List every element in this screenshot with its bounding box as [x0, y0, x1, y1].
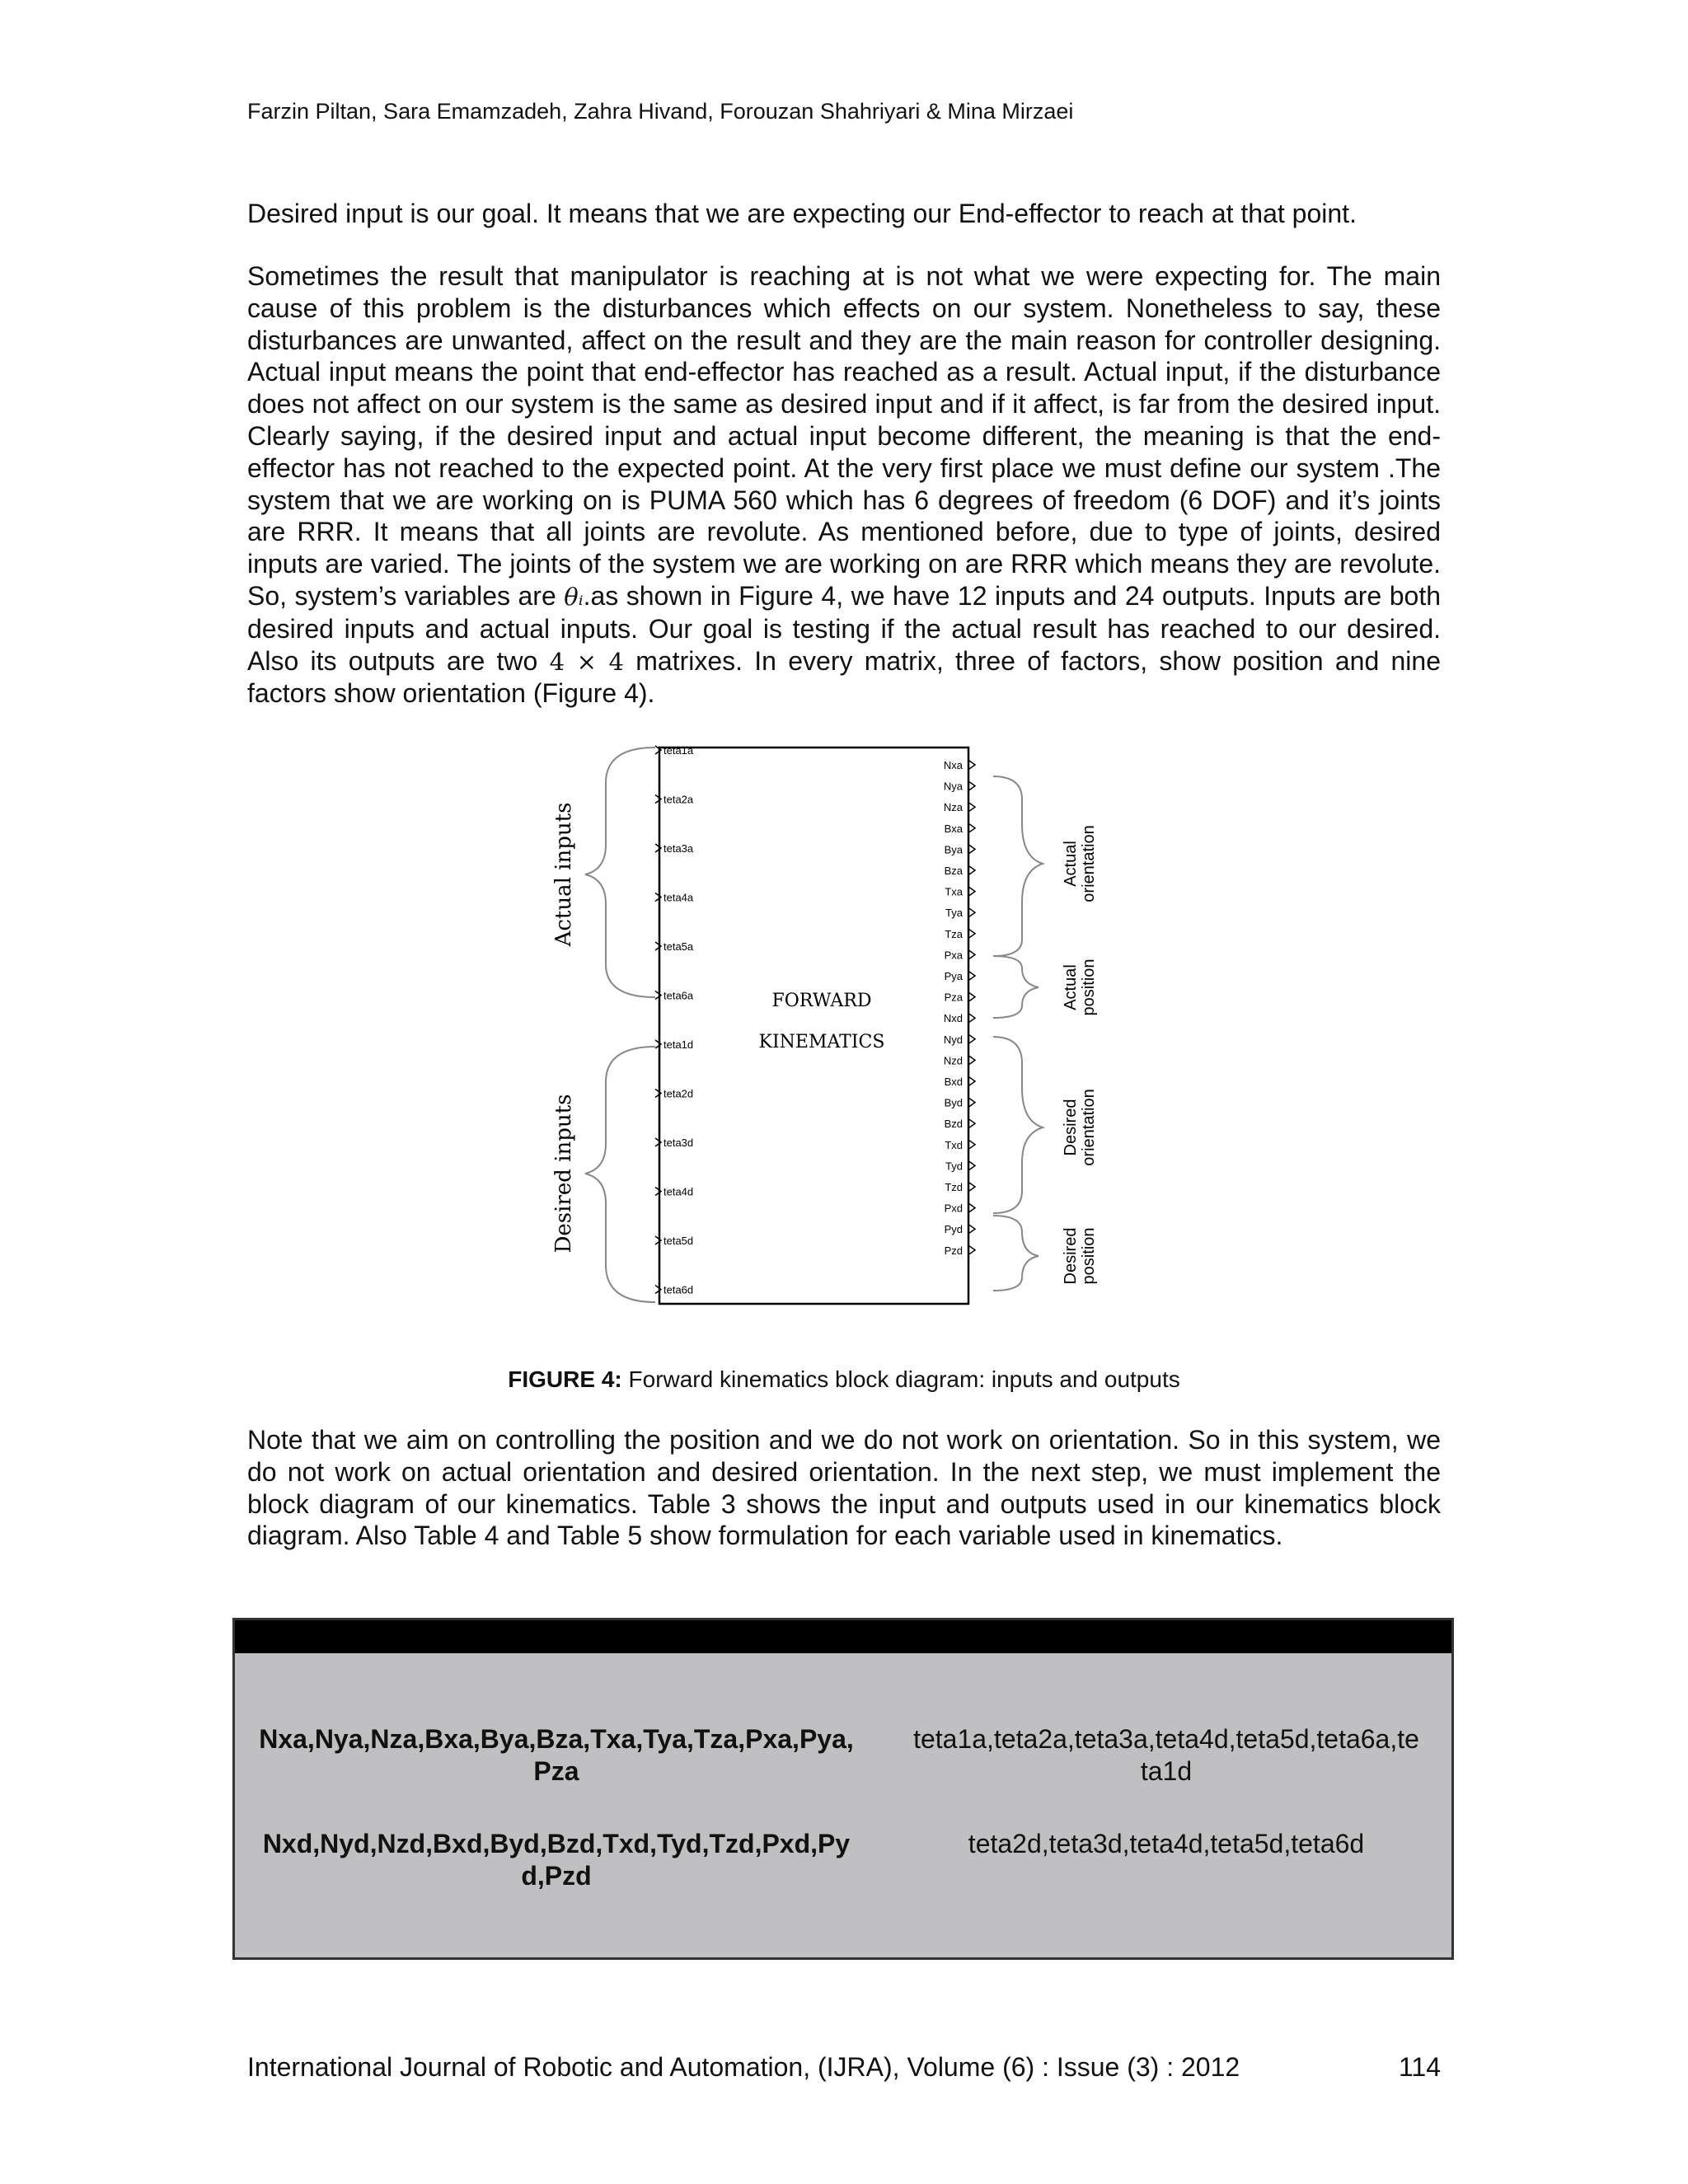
output-port-label: Bxa: [944, 822, 963, 835]
actual-position-label-2: position: [1080, 958, 1098, 1016]
output-port-Txa: [945, 886, 975, 898]
output-port-label: Bya: [944, 843, 963, 856]
output-arrow: [969, 1204, 975, 1212]
output-port-Nzd: [944, 1054, 975, 1066]
output-arrow: [969, 824, 975, 832]
input-port-label: teta6d: [663, 1283, 694, 1296]
output-port-Tya: [945, 907, 975, 919]
output-port-Nxd: [944, 1012, 975, 1024]
table-cell-line: Pza: [533, 1755, 579, 1786]
desired-inputs-brace: [585, 1047, 655, 1302]
input-port-label: teta3a: [663, 842, 694, 855]
output-arrow: [969, 1246, 975, 1254]
output-port-Pya: [945, 970, 975, 982]
table-cell-line: d,Pzd: [521, 1860, 592, 1891]
output-port-Tza: [945, 928, 975, 940]
desired-inputs-label: Desired inputs: [551, 1094, 576, 1254]
output-port-Nza: [944, 801, 975, 813]
output-port-label: Txd: [945, 1138, 963, 1151]
output-port-label: Pyd: [944, 1223, 963, 1236]
output-arrow: [969, 930, 975, 938]
table-row-2-outputs: [243, 1828, 870, 1892]
output-port-label: Pzd: [944, 1244, 963, 1257]
table-cell-line: Nxd,Nyd,Nzd,Bxd,Byd,Bzd,Txd,Tyd,Tzd,Pxd,Py: [262, 1829, 851, 1858]
output-port-Nya: [944, 780, 975, 793]
output-port-Pyd: [945, 1223, 975, 1235]
output-port-label: Txa: [945, 885, 963, 898]
desired-orientation-brace: [993, 1037, 1043, 1213]
output-port-label: Pxd: [944, 1202, 963, 1215]
output-port-label: Pxa: [944, 949, 963, 962]
output-arrow: [969, 1077, 975, 1085]
output-port-label: Pza: [944, 991, 963, 1004]
figure-caption-label: FIGURE 4:: [508, 1366, 622, 1392]
paragraph-text-part3: matrixes. In every matrix, three of factors, show position and nine factors show orientation (Figure 4).: [247, 645, 1442, 709]
table-cell-line: teta2d,teta3d,teta4d,teta5d,teta6d: [968, 1829, 1365, 1858]
block-title-forward: FORWARD: [771, 991, 872, 1011]
output-port-label: Tza: [945, 927, 963, 940]
input-port-label: teta2d: [663, 1087, 694, 1100]
output-port-label: Bxd: [944, 1076, 963, 1088]
output-port-label: Tya: [945, 907, 963, 920]
block-title-kinematics: KINEMATICS: [758, 1032, 885, 1052]
input-port-label: teta5d: [663, 1235, 694, 1247]
output-port-Bxa: [945, 823, 975, 835]
desired-orientation-label-2: orientation: [1080, 1089, 1098, 1166]
output-port-Pxa: [945, 949, 975, 961]
page-number: 114: [1398, 2052, 1441, 2082]
output-port-label: Bza: [944, 865, 963, 877]
output-port-label: Byd: [944, 1096, 963, 1109]
paragraph-text-part1: Sometimes the result that manipulator is reaching at is not what we were expecting for. The main cause of this problem is the disturbances which effects on our system. Nonetheless to say, these disturbances are unwanted, affect on the result and they are the main reason for controller designing. Actual input means the point that end-effector has reached as a result. Actual input, if the disturbance does not affect on our system is the same as desired input and if it affect, is far from the desired input. Clearly saying, if the desired input and actual input become different, the meaning is that the end-effector has not reached to the expected point. At the very first place we must define our system .The system that we are working on is PUMA 560 which has 6 degrees of freedom (6 DOF) and it’s joints are RRR. It means that all joints are revolute. As mentioned before, due to type of joints, desired inputs are varied. The joints of the system we are working on are RRR which means they are revolute. So, system’s variables are: [247, 261, 1441, 611]
output-port-Nyd: [944, 1033, 975, 1046]
output-arrow: [969, 866, 975, 874]
output-port-label: Nxa: [943, 759, 963, 771]
paragraph-goal: Desired input is our goal. It means that we are expecting our End-effector to reach at that point.: [247, 199, 1357, 228]
output-port-Bxd: [945, 1076, 975, 1088]
table-header-bar: [235, 1620, 1451, 1653]
input-port-label: teta2a: [663, 793, 694, 806]
output-arrow: [969, 1014, 975, 1022]
output-port-Bza: [945, 865, 975, 877]
output-arrow: [969, 845, 975, 853]
paragraph-text-part2: .as shown in Figure 4, we have 12 inputs and 24 outputs. Inputs are both desired inputs and actual inputs. Our goal is testing if the actual result has reached to our desired. Also its outputs are two: [247, 580, 1442, 676]
input-port-label: teta4a: [663, 891, 694, 904]
actual-inputs-brace: [585, 748, 655, 997]
io-table: [232, 1618, 1454, 1960]
input-port-label: teta4d: [663, 1185, 694, 1198]
input-port-label: teta5a: [663, 940, 694, 953]
table-cell-line: Nxa,Nya,Nza,Bxa,Bya,Bza,Txa,Tya,Tza,Pxa,Pya,: [259, 1724, 854, 1754]
output-arrow: [969, 803, 975, 811]
output-arrow: [969, 761, 975, 769]
output-port-label: Tyd: [945, 1160, 963, 1173]
output-arrow: [969, 1161, 975, 1169]
output-arrow: [969, 908, 975, 916]
output-port-Tzd: [945, 1181, 975, 1193]
actual-inputs-label: Actual inputs: [551, 802, 576, 947]
actual-position-brace: [993, 956, 1039, 1018]
table-row-1-inputs: [894, 1723, 1438, 1788]
forward-kinematics-block: [659, 748, 968, 1304]
matrix-size: 4 × 4: [549, 647, 624, 676]
table-row-2-inputs: [894, 1828, 1438, 1860]
output-arrow: [969, 1119, 975, 1127]
input-port-label: teta1a: [663, 744, 694, 757]
output-port-label: Nyd: [943, 1033, 963, 1046]
input-port-label: teta6a: [663, 989, 694, 1002]
output-arrow: [969, 1099, 975, 1107]
theta-symbol: θᵢ: [564, 582, 584, 611]
paragraph-note: Note that we aim on controlling the position and we do not work on orientation. So in this system, we do not work on actual orientation and desired orientation. In the next step, we must implement the block diagram of our kinematics. Table 3 shows the input and outputs used in our kinematics block diagram. Also Table 4 and Table 5 show formulation for each variable used in kinematics.: [247, 1425, 1441, 1551]
figure-caption: [0, 1366, 1688, 1393]
desired-position-label-1: Desired: [1062, 1227, 1080, 1285]
table-row-1-outputs: [243, 1723, 870, 1788]
output-port-label: Pya: [944, 970, 963, 982]
output-arrow: [969, 1056, 975, 1064]
forward-kinematics-figure: [536, 733, 1146, 1319]
output-port-label: Nzd: [943, 1054, 963, 1067]
output-port-Bya: [945, 843, 975, 855]
output-arrow: [969, 950, 975, 958]
table-cell-line: ta1d: [1140, 1755, 1193, 1786]
output-port-label: Nxd: [943, 1012, 963, 1025]
output-arrow: [969, 782, 975, 790]
output-arrow: [969, 1141, 975, 1149]
output-port-Nxa: [944, 759, 975, 771]
running-header-authors: Farzin Piltan, Sara Emamzadeh, Zahra Hivand, Forouzan Shahriyari & Mina Mirzaei: [247, 99, 1074, 124]
figure-caption-text: Forward kinematics block diagram: inputs and outputs: [621, 1366, 1180, 1392]
actual-orientation-brace: [993, 776, 1043, 956]
output-arrow: [969, 1035, 975, 1043]
table-cell-line: teta1a,teta2a,teta3a,teta4d,teta5d,teta6a,te: [913, 1724, 1419, 1754]
output-arrow: [969, 1225, 975, 1233]
actual-position-label-1: Actual: [1062, 964, 1080, 1010]
output-port-label: Nya: [943, 780, 963, 793]
paragraph-system-description: [247, 260, 1441, 710]
output-port-label: Nza: [943, 801, 963, 814]
input-port-label: teta1d: [663, 1038, 694, 1051]
output-arrow: [969, 972, 975, 980]
input-port-label: teta3d: [663, 1137, 694, 1149]
footer-journal: International Journal of Robotic and Automation, (IJRA), Volume (6) : Issue (3) : 2012: [247, 2052, 1240, 2082]
desired-position-label-2: position: [1080, 1227, 1098, 1285]
output-port-label: Bzd: [944, 1118, 963, 1131]
output-port-Bzd: [945, 1118, 975, 1130]
output-port-Tyd: [945, 1160, 975, 1172]
output-arrow: [969, 993, 975, 1001]
actual-orientation-label-1: Actual: [1062, 841, 1080, 887]
output-port-Byd: [945, 1097, 975, 1109]
actual-orientation-label-2: orientation: [1080, 825, 1098, 902]
output-port-Txd: [945, 1139, 975, 1151]
output-port-Pzd: [945, 1244, 975, 1257]
output-port-Pxd: [945, 1202, 975, 1215]
output-port-Pza: [945, 991, 975, 1004]
output-arrow: [969, 1183, 975, 1191]
desired-position-brace: [993, 1216, 1039, 1291]
output-port-label: Tzd: [945, 1181, 963, 1193]
desired-orientation-label-1: Desired: [1062, 1099, 1080, 1156]
output-arrow: [969, 888, 975, 896]
